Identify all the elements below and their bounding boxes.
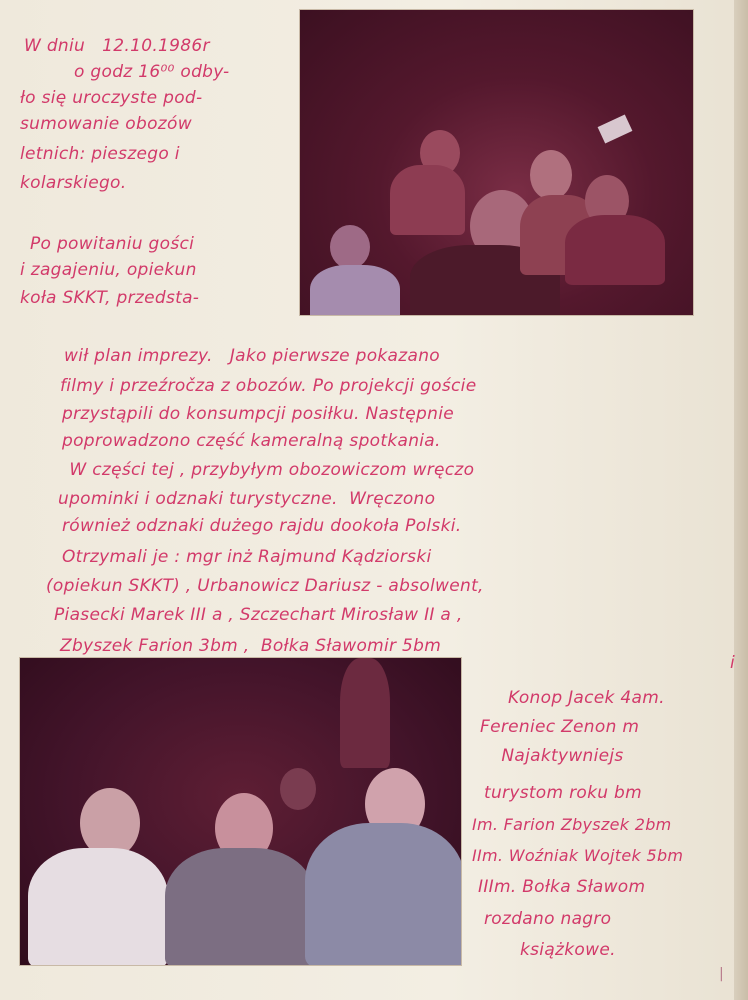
body-line: Zbyszek Farion 3bm , Bołka Sławomir 5bm: [60, 636, 442, 656]
intro-line: letnich: pieszego i: [20, 144, 180, 164]
side-line: Najaktywniejs: [490, 746, 624, 766]
intro-line: W dniu 12.10.1986r: [24, 36, 210, 56]
intro-line: ło się uroczyste pod-: [20, 88, 203, 108]
side-line: rozdano nagro: [484, 909, 612, 929]
photo-banquet-bottom: [20, 658, 461, 965]
intro-line: o godz 16⁰⁰ odby-: [74, 62, 230, 82]
welcome-line: i zagajeniu, opiekun: [20, 260, 197, 280]
body-line: Otrzymali je : mgr inż Rajmund Kądziorski: [62, 547, 432, 567]
side-line: Im. Farion Zbyszek 2bm: [472, 815, 672, 834]
body-line: również odznaki dużego rajdu dookoła Polski.: [62, 516, 462, 536]
side-connector: i: [730, 653, 736, 673]
photo-banquet-top: [300, 10, 693, 315]
intro-line: sumowanie obozów: [20, 114, 192, 134]
intro-line: kolarskiego.: [20, 173, 127, 193]
body-line: poprowadzono część kameralną spotkania.: [62, 431, 441, 451]
welcome-line: Po powitaniu gości: [30, 234, 195, 254]
side-line: turystom roku bm: [484, 783, 642, 803]
body-line: (opiekun SKKT) , Urbanowicz Dariusz - absolwent,: [46, 576, 484, 596]
side-line: Konop Jacek 4am.: [508, 688, 665, 708]
side-line: IIIm. Bołka Sławom: [478, 877, 646, 897]
page-binding-edge: [734, 0, 748, 1000]
body-line: Piasecki Marek III a , Szczechart Mirosław II a ,: [54, 605, 463, 625]
body-line: przystąpili do konsumpcji posiłku. Następnie: [62, 404, 455, 424]
side-line: książkowe.: [520, 940, 616, 960]
side-line: Fereniec Zenon m: [480, 717, 640, 737]
side-line: IIm. Woźniak Wojtek 5bm: [472, 846, 684, 865]
body-line: upominki i odznaki turystyczne. Wręczono: [58, 489, 436, 509]
body-line: wił plan imprezy. Jako pierwsze pokazano: [64, 346, 440, 366]
pencil-mark: |: [719, 966, 724, 982]
body-line: W części tej , przybyłym obozowiczom wręczo: [58, 460, 475, 480]
welcome-line: koła SKKT, przedsta-: [20, 288, 200, 308]
body-line: filmy i przeźročza z obozów. Po projekcji goście: [60, 376, 477, 396]
